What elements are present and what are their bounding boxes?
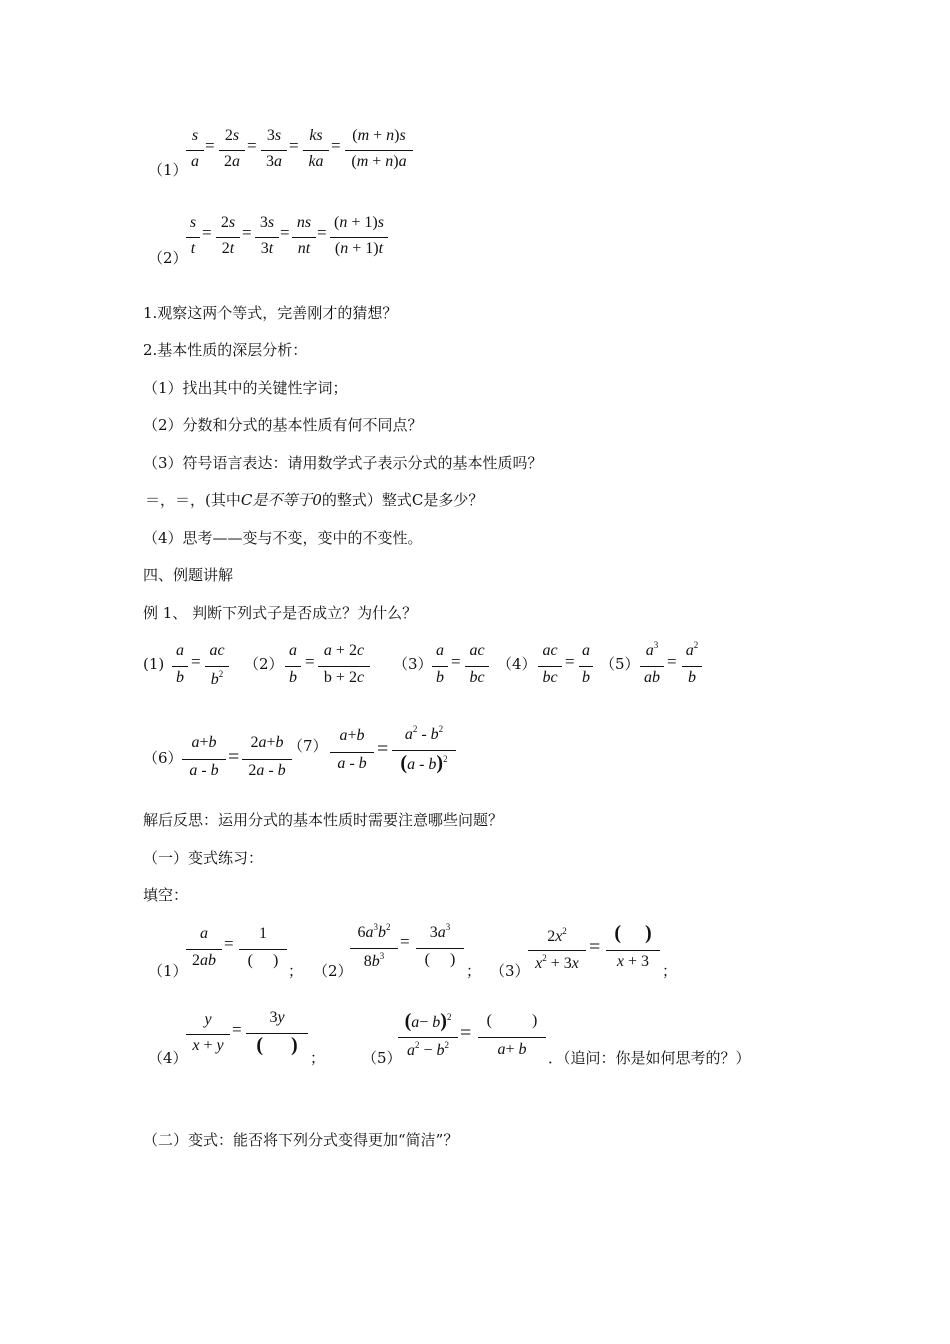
equation-label: （2）	[148, 249, 188, 267]
fraction: (n + 1)s (n + 1)t	[330, 214, 388, 264]
fraction: 2s 2a	[219, 127, 245, 177]
separator: ；	[466, 962, 482, 980]
item-label: （1）	[148, 962, 188, 980]
fraction: 3s 3t	[255, 214, 279, 264]
fraction: 2s 2t	[216, 214, 240, 264]
equals-sign: =	[305, 652, 315, 671]
item-label: （5）	[362, 1049, 402, 1067]
equals-sign: =	[377, 738, 389, 760]
fraction: $2x^2$ $x^2 + 3x$	[528, 926, 586, 978]
practice-heading: （一）变式练习：	[143, 849, 264, 867]
item-label: （3）	[393, 655, 433, 673]
fraction: $6a^3b^2$ $8b^3$	[350, 922, 398, 974]
symbolic-italic: C是不等于0	[240, 491, 322, 509]
fraction: $a^2$ b	[682, 640, 702, 692]
fraction: a 2ab	[186, 925, 222, 977]
question-2-symbolic	[145, 490, 483, 510]
fraction: $3a^3$ ( )	[416, 922, 464, 974]
fill-in-label: 填空：	[143, 886, 189, 904]
item-label: （2）	[244, 655, 284, 673]
fraction: 1 ( )	[239, 925, 287, 977]
fraction: $a^2 - b^2$ (a - b)$^2$	[392, 724, 456, 782]
equals-sign: =	[228, 746, 240, 768]
fraction: ( ) a+ b	[478, 1012, 546, 1066]
equals-sign: =	[565, 652, 575, 671]
item-label: （3）	[490, 962, 530, 980]
fraction: s a	[186, 127, 204, 177]
fraction: a b	[172, 642, 188, 692]
item-label: （6）	[143, 749, 183, 767]
fraction: a + 2c b + 2c	[318, 642, 370, 692]
equals-sign: =	[191, 652, 201, 671]
question-2-item-4: （4）思考——变与不变，变中的不变性。	[143, 529, 423, 547]
variant-2-heading: （二）变式：能否将下列分式变得更加“简洁”？	[143, 1131, 459, 1149]
equation-label: （1）	[148, 161, 188, 179]
fraction: ac bc	[538, 642, 562, 692]
equals-sign: =	[205, 136, 215, 155]
separator: ；	[310, 1049, 326, 1067]
equals-sign: =	[317, 223, 327, 242]
fraction: y x + y	[186, 1011, 230, 1063]
question-2-item-3: （3）符号语言表达：请用数学式子表示分式的基本性质吗？	[143, 454, 543, 472]
separator: ；	[288, 962, 304, 980]
fraction: s t	[186, 214, 200, 264]
reflection-prompt: 解后反思：运用分式的基本性质时需要注意哪些问题？	[143, 811, 504, 829]
fraction: a b	[432, 642, 448, 692]
symbolic-prefix: ＝，＝，(其中	[145, 491, 241, 509]
equals-sign: =	[202, 223, 212, 242]
fraction: a b	[579, 642, 593, 692]
fraction: 2a+b 2a - b	[242, 734, 292, 786]
item-label: （2）	[313, 962, 353, 980]
fraction: 3y ( )	[246, 1009, 308, 1063]
fraction: ( ) x + 3	[606, 922, 660, 978]
fraction: a+b a - b	[330, 727, 374, 779]
section-heading: 四、例题讲解	[143, 566, 234, 584]
equals-sign: =	[331, 136, 341, 155]
item-label: （7）	[288, 737, 328, 755]
equals-sign: =	[589, 936, 601, 958]
symbolic-suffix: 的整式）整式C是多少？	[321, 491, 484, 509]
followup-question: ．（追问：你是如何思考的？）	[548, 1049, 751, 1067]
equals-sign: =	[280, 223, 290, 242]
fraction: ks ka	[303, 127, 329, 177]
item-label: (1)	[143, 655, 165, 673]
equals-sign: =	[667, 652, 677, 671]
example-1-prompt: 例 1、 判断下列式子是否成立？为什么？	[143, 604, 418, 622]
equals-sign: =	[289, 136, 299, 155]
question-2-item-1: （1）找出其中的关键性字词；	[143, 379, 348, 397]
equals-sign: =	[451, 652, 461, 671]
fraction: (m + n)s (m + n)a	[345, 127, 413, 177]
separator: ；	[662, 962, 678, 980]
fraction: $(a- b)^2$ $a^2 - b^2$	[398, 1010, 458, 1066]
item-label: （4）	[148, 1049, 188, 1067]
equals-sign: =	[242, 223, 252, 242]
item-label: （4）	[497, 655, 537, 673]
fraction: $a^3$ ab	[640, 640, 664, 692]
equals-sign: =	[232, 1020, 242, 1039]
item-label: （5）	[600, 655, 640, 673]
fraction: ac bc	[465, 642, 489, 692]
question-1: 1.观察这两个等式，完善刚才的猜想？	[143, 304, 398, 322]
fraction: a b	[285, 642, 301, 692]
fraction: ac $b^2$	[205, 642, 229, 692]
fraction: ns nt	[292, 214, 316, 264]
fraction: 3s 3a	[261, 127, 287, 177]
fraction: a+b a - b	[182, 734, 226, 786]
question-2: 2.基本性质的深层分析：	[143, 341, 308, 359]
equals-sign: =	[400, 932, 410, 951]
equals-sign: =	[247, 136, 257, 155]
question-2-item-2: （2）分数和分式的基本性质有何不同点？	[143, 416, 423, 434]
equals-sign: =	[224, 934, 234, 953]
equals-sign: =	[460, 1022, 472, 1044]
